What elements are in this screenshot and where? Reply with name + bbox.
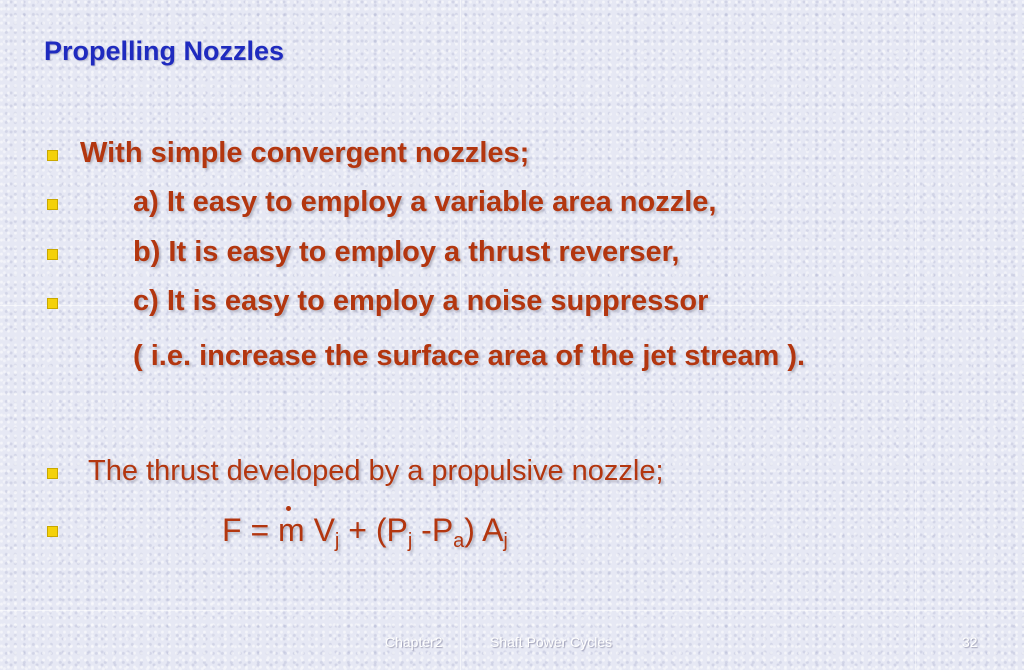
bullet-text-thrust-reverser: b) It is easy to employ a thrust reverser, [133,236,680,268]
background-gridline [460,0,461,670]
formula-minus: -P [421,512,454,548]
bullet-icon [47,249,58,260]
bullet-text-noise-suppressor: c) It is easy to employ a noise suppressor [133,285,709,317]
formula-lhs: F = [222,512,270,548]
bullet-icon [47,298,58,309]
footer-chapter: Chapter2 [385,634,443,650]
thrust-formula [222,512,508,552]
formula-sub-j: j [334,530,340,552]
formula-velocity: V [313,512,335,548]
background-gridline [915,0,916,670]
formula-sub-a: a [453,530,465,552]
formula-plus: + (P [348,512,408,548]
mass-flow-symbol: m [278,512,305,549]
bullet-text-continuation: ( i.e. increase the surface area of the jet stream ). [133,340,806,372]
formula-area: ) A [464,512,504,548]
bullet-icon [47,526,58,537]
background-gridline [0,610,1024,611]
bullet-text-thrust: The thrust developed by a propulsive nozzle; [88,455,664,487]
bullet-text-variable-area: a) It easy to employ a variable area nozzle, [133,186,717,218]
bullet-icon [47,468,58,479]
bullet-icon [47,199,58,210]
bullet-text-intro: With simple convergent nozzles; [80,137,530,169]
slide-title: Propelling Nozzles [44,36,285,66]
footer-topic: Shaft Power Cycles [490,634,613,650]
footer-page-number: 32 [962,634,978,650]
formula-sub-j: j [407,530,413,552]
formula-sub-j: j [503,530,508,552]
bullet-icon [47,150,58,161]
dot-accent-icon [286,506,291,511]
